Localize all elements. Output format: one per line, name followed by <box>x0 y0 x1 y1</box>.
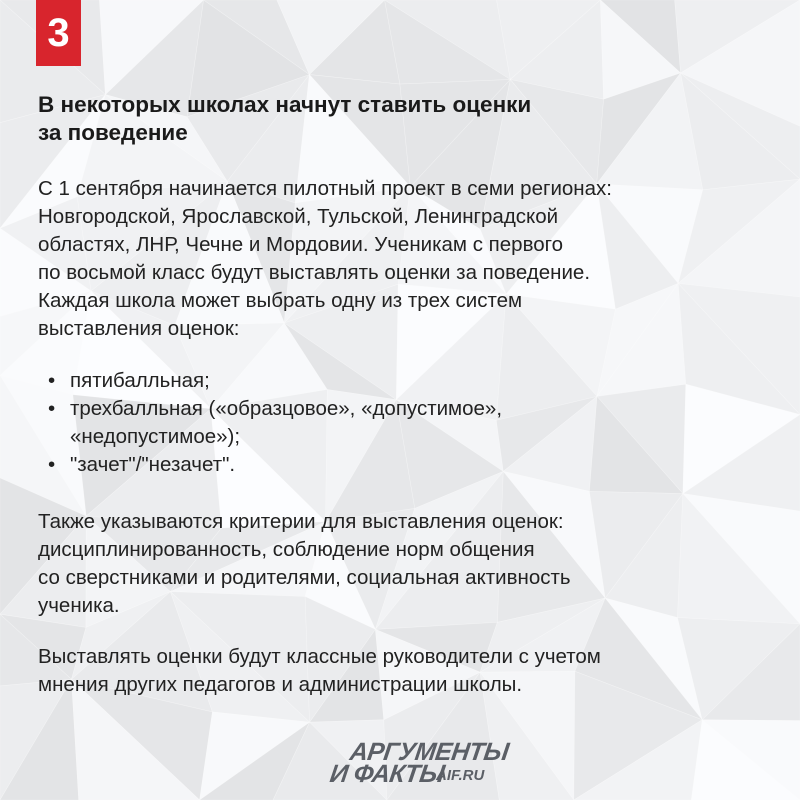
text-line: Новгородской, Ярославской, Тульской, Ленинградской <box>38 205 559 228</box>
bullet-marker: • <box>48 369 56 392</box>
text-line: Также указываются критерии для выставления оценок: <box>38 510 564 533</box>
text-line: Выставлять оценки будут классные руководители с учетом <box>38 645 601 668</box>
text-line: С 1 сентября начинается пилотный проект в семи регионах: <box>38 177 612 200</box>
slide-number-badge: 3 <box>36 0 81 66</box>
text-line: дисциплинированность, соблюдение норм общения <box>38 538 535 561</box>
logo-word-arguments: АРГУМЕНТЫ <box>348 738 511 766</box>
headline-line: за поведение <box>38 120 188 145</box>
list-item-text: пятибалльная; <box>70 369 210 392</box>
bullet-marker: • <box>48 453 56 476</box>
text-line: областях, ЛНР, Чечне и Мордовии. Ученикам с первого <box>38 233 564 256</box>
headline-line: В некоторых школах начнут ставить оценки <box>38 92 532 117</box>
list-item <box>38 395 502 451</box>
grading-systems-list <box>38 367 502 479</box>
aif-logo <box>330 738 520 788</box>
headline <box>38 91 678 147</box>
text-line: ученика. <box>38 594 120 617</box>
bullet-marker: • <box>48 397 56 420</box>
list-item-text: «недопустимое»); <box>70 425 241 448</box>
logo-word-facts: И ФАКТЫ <box>328 760 447 788</box>
paragraph-pilot-project <box>38 175 768 343</box>
paragraph-criteria <box>38 508 768 620</box>
text-line: Каждая школа может выбрать одну из трех систем <box>38 289 523 312</box>
list-item <box>38 367 502 395</box>
paragraph-teachers <box>38 643 768 699</box>
list-item <box>38 451 502 479</box>
text-line: по восьмой класс будут выставлять оценки за поведение. <box>38 261 591 284</box>
logo-site: AIF.RU <box>436 767 485 784</box>
text-line: мнения других педагогов и администрации школы. <box>38 673 523 696</box>
text-line: выставления оценок: <box>38 317 240 340</box>
text-line: со сверстниками и родителями, социальная активность <box>38 566 571 589</box>
list-item-text: "зачет"/"незачет". <box>70 453 236 476</box>
list-item-text: трехбалльная («образцовое», «допустимое», <box>70 397 503 420</box>
